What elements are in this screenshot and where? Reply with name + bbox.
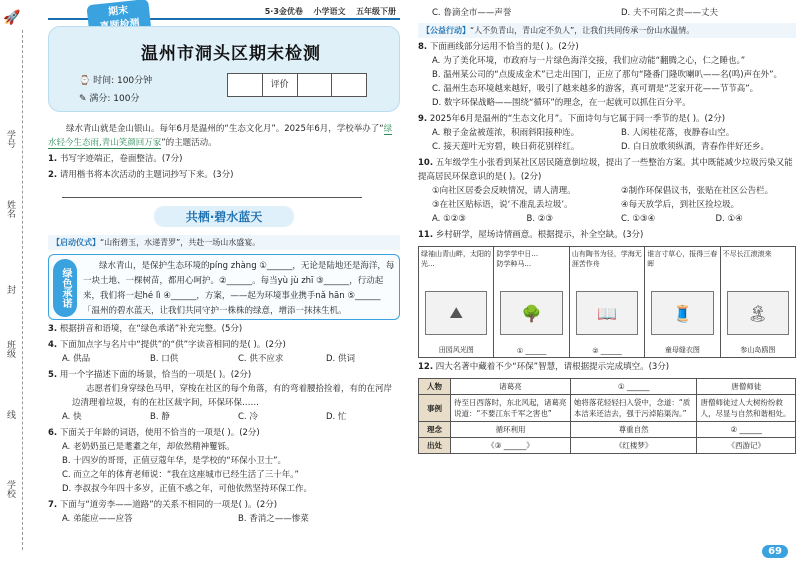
option[interactable]: C. 而立之年的体育老师说：“我在这座城市已经生活了三十年。” bbox=[62, 470, 299, 480]
rocket-icon: 🚀 bbox=[3, 10, 21, 26]
q9-options-ab bbox=[418, 126, 796, 140]
option[interactable]: B. 香消之——惨菜 bbox=[238, 514, 309, 524]
green-promise-text: 绿水青山，是保护生态环境的píng zhàng ①______，无论是陆地还是海洋，每一块土地、一棵树苗，都用心呵护。②______。每当yù jù zhī ③______，行动起来，我们将一起hé lì ④______，方案，——起为环境事业携手nǎ hān ⑤______「温州的碧水蓝天，让我们共同守护一株株的绿意，增添一抹抹生机。 bbox=[83, 261, 395, 316]
q10-items-12 bbox=[418, 184, 796, 198]
series-name: 5·3金优卷 bbox=[264, 7, 303, 16]
question-10: 10. 五年级学生小张看到某社区居民随意倒垃圾，提出了一些整治方案。其中既能减少垃圾污染又能提高居民环保意识的是( )。(2分) bbox=[418, 158, 793, 182]
margin-label-line: 线 bbox=[5, 410, 15, 419]
island-icon: 🏝 bbox=[727, 291, 789, 335]
q7-options-cd bbox=[418, 6, 796, 20]
option[interactable]: B. 口供 bbox=[150, 354, 179, 364]
option[interactable]: A. 供品 bbox=[62, 354, 91, 364]
option[interactable]: C. 鲁滴全市——声誉 bbox=[432, 8, 512, 18]
table-row: 事例 待至日西落时，东北风起，诸葛亮说道：“不要江东千军之害也” 她将落花轻轻扫入袋中，念道：“质本洁来还洁去，强于污淖陷渠沟。” 唐僧师徒过人大树纷纷救人，尽显与自然和谐相处。 bbox=[419, 395, 796, 422]
subject-name: 小学语文 bbox=[313, 7, 346, 16]
reading-icon: 📖 bbox=[576, 291, 638, 335]
exam-title: 温州市洞头区期末检测 bbox=[141, 44, 321, 64]
option[interactable]: B. 静 bbox=[150, 412, 170, 422]
title-card bbox=[48, 26, 400, 112]
option[interactable]: D. 供词 bbox=[326, 354, 355, 364]
painting-panel: 谁言寸草心，报得三春晖 🧵 童母缝衣图 bbox=[645, 247, 720, 357]
public-action-bar: 【公益行动】“人不负青山，青山定不负人”，让我们共同传承一份山水温情。 bbox=[418, 23, 796, 38]
q10-items-34 bbox=[418, 198, 796, 212]
margin-label-id: 学号 bbox=[5, 130, 15, 148]
tree-icon: 🌳 bbox=[500, 291, 562, 335]
plan-item: ③在社区贴标语，说‘不准乱丢垃圾’。 bbox=[432, 200, 573, 210]
novel-table bbox=[418, 378, 796, 454]
option[interactable]: B. 人闲桂花落，夜静春山空。 bbox=[621, 128, 735, 138]
option[interactable]: B. 温州某公司的“点废成金术”已走出国门，正应了那句“隆番门隆吹喇叭——名(鸣)声在外”。 bbox=[432, 70, 782, 80]
option[interactable]: D. 夫不可陷之责——丈夫 bbox=[621, 8, 718, 18]
score-cell bbox=[298, 74, 333, 96]
question-5: 5. 用一个字描述下面的场景，恰当的一项是( )。(2分) bbox=[48, 370, 252, 380]
option[interactable]: D. 忙 bbox=[326, 412, 347, 422]
option[interactable]: A. 弟能应——应答 bbox=[62, 514, 133, 524]
q5-quote: 志愿者们身穿绿色马甲，穿梭在社区的每个角落，有的弯着腰拾捡着，有的在河岸边清理着垃圾，有的在社区裁字间，环保环保…… bbox=[72, 384, 393, 408]
option[interactable]: A. 快 bbox=[62, 412, 82, 422]
green-promise-tag: 绿色承诺 bbox=[53, 259, 77, 317]
intro-paragraph: 绿水青山就是金山银山。每年6月是温州的“生态文化月”。2025年6月，学校举办了“绿水轻今生态雨,青山笑颜回万家”的主题活动。 bbox=[48, 124, 393, 148]
score-cell bbox=[332, 74, 366, 96]
table-row: 人物 诸葛亮 ① ______ 唐僧师徒 bbox=[419, 379, 796, 395]
option[interactable]: C. 供不应求 bbox=[238, 354, 284, 364]
question-2: 2. 请用楷书将本次活动的主题词抄写下来。(3分) bbox=[48, 170, 234, 180]
score-cell-label: 评价 bbox=[263, 74, 298, 96]
plan-item: ④每天放学后，到社区捡垃圾。 bbox=[621, 200, 740, 210]
question-7: 7. 下面与“道旁李——道路”的关系不相同的一项是( )。(2分) bbox=[48, 500, 278, 510]
option[interactable]: B. ②③ bbox=[526, 214, 553, 224]
option[interactable]: D. 李叔叔今年四十多岁，正值不惑之年，可他依然坚持环保工作。 bbox=[62, 484, 312, 494]
right-column bbox=[418, 6, 796, 562]
option[interactable]: C. ①③④ bbox=[621, 214, 656, 224]
start-ceremony: 【启动仪式】“山衔碧玉，水递青罗”，共赴一场山水盛宴。 bbox=[48, 235, 400, 250]
option[interactable]: A. 老奶奶虽已是耄耋之年，却依然精神矍铄。 bbox=[62, 442, 235, 452]
score-cell bbox=[228, 74, 263, 96]
answer-line[interactable] bbox=[62, 188, 362, 198]
question-4: 4. 下面加点字与名片中“提供”的“供”字读音相同的是( )。(2分) bbox=[48, 340, 286, 350]
green-promise-box bbox=[48, 254, 400, 320]
landscape-icon: ⛰ bbox=[425, 291, 487, 335]
margin-label-name: 姓名 bbox=[5, 200, 15, 218]
question-8: 8. 下面画线部分运用不恰当的是( )。(2分) bbox=[418, 42, 579, 52]
sewing-icon: 🧵 bbox=[651, 291, 713, 335]
option[interactable]: D. 白日放歌须纵酒，青春作伴好还乡。 bbox=[621, 142, 769, 152]
question-12: 12. 四大名著中藏着不少“环保”智慧，请根据提示完成填空。(3分) bbox=[418, 362, 670, 372]
question-6: 6. 下面关于年龄的词语，使用不恰当的一项是( )。(2分) bbox=[48, 428, 260, 438]
time-limit: ⌚ 时间: 100分钟 bbox=[79, 76, 153, 86]
page-number: 69 bbox=[762, 545, 788, 558]
left-column bbox=[48, 6, 400, 562]
q4-options bbox=[48, 352, 400, 366]
painting-panel: 山有陶书为径，学海无涯苦作舟 📖 ② ______ bbox=[570, 247, 645, 357]
score-box bbox=[227, 73, 367, 97]
q9-options-cd bbox=[418, 140, 796, 154]
option[interactable]: A. ①②③ bbox=[432, 214, 466, 224]
activity-theme: 绿水轻今生态雨,青山笑颜回万家 bbox=[48, 124, 393, 148]
plan-item: ②制作环保倡议书，张贴在社区公告栏。 bbox=[621, 186, 774, 196]
question-3: 3. 根据拼音和语境，在“绿色承诺”补充完整。(5分) bbox=[48, 324, 243, 334]
question-11: 11. 乡村研学，屋场诗情画意。根据提示，补全空缺。(3分) bbox=[418, 230, 644, 240]
painting-panel: 不尽长江滚滚来 🏝 参山岛鸥图 bbox=[721, 247, 795, 357]
option[interactable]: D. ①④ bbox=[715, 214, 743, 224]
question-1: 1. 书写字迹端正，卷面整洁。(7分) bbox=[48, 154, 183, 164]
q7-options bbox=[48, 512, 400, 526]
margin-label-school: 学校 bbox=[5, 480, 15, 498]
scroll-paintings bbox=[418, 246, 796, 358]
option[interactable]: C. 接天莲叶无穷碧，映日荷花别样红。 bbox=[432, 142, 580, 152]
option[interactable]: C. 冷 bbox=[238, 412, 258, 422]
painting-panel: 防学学中日... 防学种马... 🌳 ① ______ bbox=[494, 247, 569, 357]
table-row: 出处 《③ ______》 《红楼梦》 《西游记》 bbox=[419, 438, 796, 454]
margin-label-seal: 封 bbox=[5, 285, 15, 294]
option[interactable]: A. 为了美化环境，市政府与一片绿色海洋交接，我们应动能“翻腾之心，仁之睡也。” bbox=[432, 56, 746, 66]
option[interactable]: B. 十四岁的哥哥，正值豆蔻年华，是学校的“环保小卫士”。 bbox=[62, 456, 287, 466]
total-score: ✎ 满分: 100分 bbox=[79, 94, 140, 104]
option[interactable]: D. 数字环保战略——围绕“循环”的理念，在一起就可以抓住百分平。 bbox=[432, 98, 691, 108]
option[interactable]: A. 粮子金盆被莲浓，积雨斜阳接种连。 bbox=[432, 128, 580, 138]
section-title: 共栖·碧水蓝天 bbox=[154, 206, 294, 227]
exam-type-badge: 期末 bbox=[86, 0, 151, 39]
grade-name: 五年级下册 bbox=[356, 7, 396, 16]
question-9: 9. 2025年6月是温州的“生态文化月”。下面诗句与它属于同一季节的是( )。(2分) bbox=[418, 114, 726, 124]
q10-options bbox=[418, 212, 796, 226]
margin-label-class: 班级 bbox=[5, 340, 15, 358]
option[interactable]: C. 温州生态环境越来越好，吸引了越来越多的游客，真可谓是“芝家开花——节节高”。 bbox=[432, 84, 759, 94]
cut-line bbox=[22, 30, 23, 550]
plan-item: ①向社区居委会反映情况，请人清理。 bbox=[432, 186, 576, 196]
binding-margin bbox=[0, 0, 40, 566]
q5-options bbox=[48, 410, 400, 424]
painting-panel: 绿袖山青山畔，太阳的光... ⛰ 田园风光图 bbox=[419, 247, 494, 357]
table-row: 理念 循环利用 尊重自然 ② ______ bbox=[419, 422, 796, 438]
